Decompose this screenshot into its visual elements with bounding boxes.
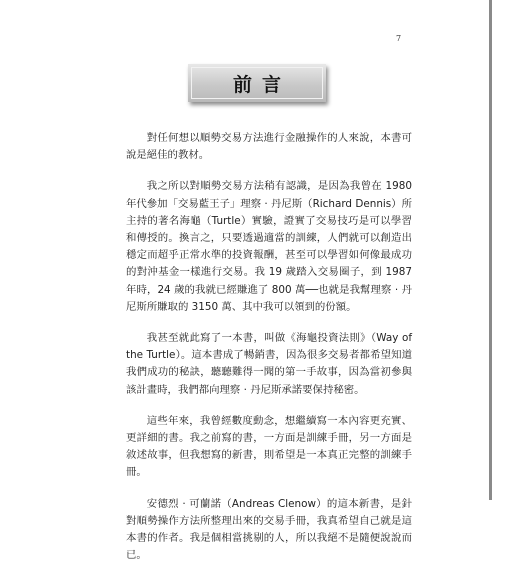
paragraph-5: 安德烈 ‧ 可蘭諾（Andreas Clenow）的這本新書，是針對順勢操作方法所整理出來的交易手冊，我真希望自己就是這本書的作者。我是個相當挑剔的人，所以我絕不是隨便說說而已。	[126, 497, 412, 562]
chapter-title: 前言	[232, 73, 291, 96]
page-edge-bar	[489, 0, 492, 500]
page-number: 7	[396, 34, 402, 43]
chapter-title-banner	[188, 64, 326, 102]
paragraph-2: 我之所以對順勢交易方法稍有認識，是因為我曾在 1980 年代參加「交易藍王子」理察 ‧ 丹尼斯（Richard Dennis）所主持的著名海龜（Turtle）實驗，證實了交易技巧是可以學習和傳授的。換言之，只要透過適當的訓練，人們就可以創造出穩定而超乎正常水準的投資報酬，甚至可以學習如何像最成功的對沖基金一樣進行交易。我 19 歲踏入交易圈子，到 1987 年時，24 歲的我就已經賺進了 800 萬──也就是我幫理察 ‧ 丹尼斯所賺取的 3150 萬、其中我可以領到的份額。	[126, 180, 412, 313]
paragraph-1: 對任何想以順勢交易方法進行金融操作的人來說，本書可說是絕佳的教材。	[126, 132, 412, 162]
paragraph-4: 這些年來，我曾經數度動念，想繼續寫一本內容更充實、更詳細的書。我之前寫的書，一方面是訓練手冊，另一方面是敘述故事，但我想寫的新書，則希望是一本真正完整的訓練手冊。	[126, 414, 412, 479]
paragraph-3: 我甚至就此寫了一本書，叫做《海龜投資法則》（Way of the Turtle）。這本書成了暢銷書，因為很多交易者都希望知道我們成功的秘訣，聽聽難得一聞的第一手故事，因為當初參與該計畫時，我們都向理察 ‧ 丹尼斯承諾要保持秘密。	[126, 332, 412, 396]
body-text	[126, 130, 412, 578]
